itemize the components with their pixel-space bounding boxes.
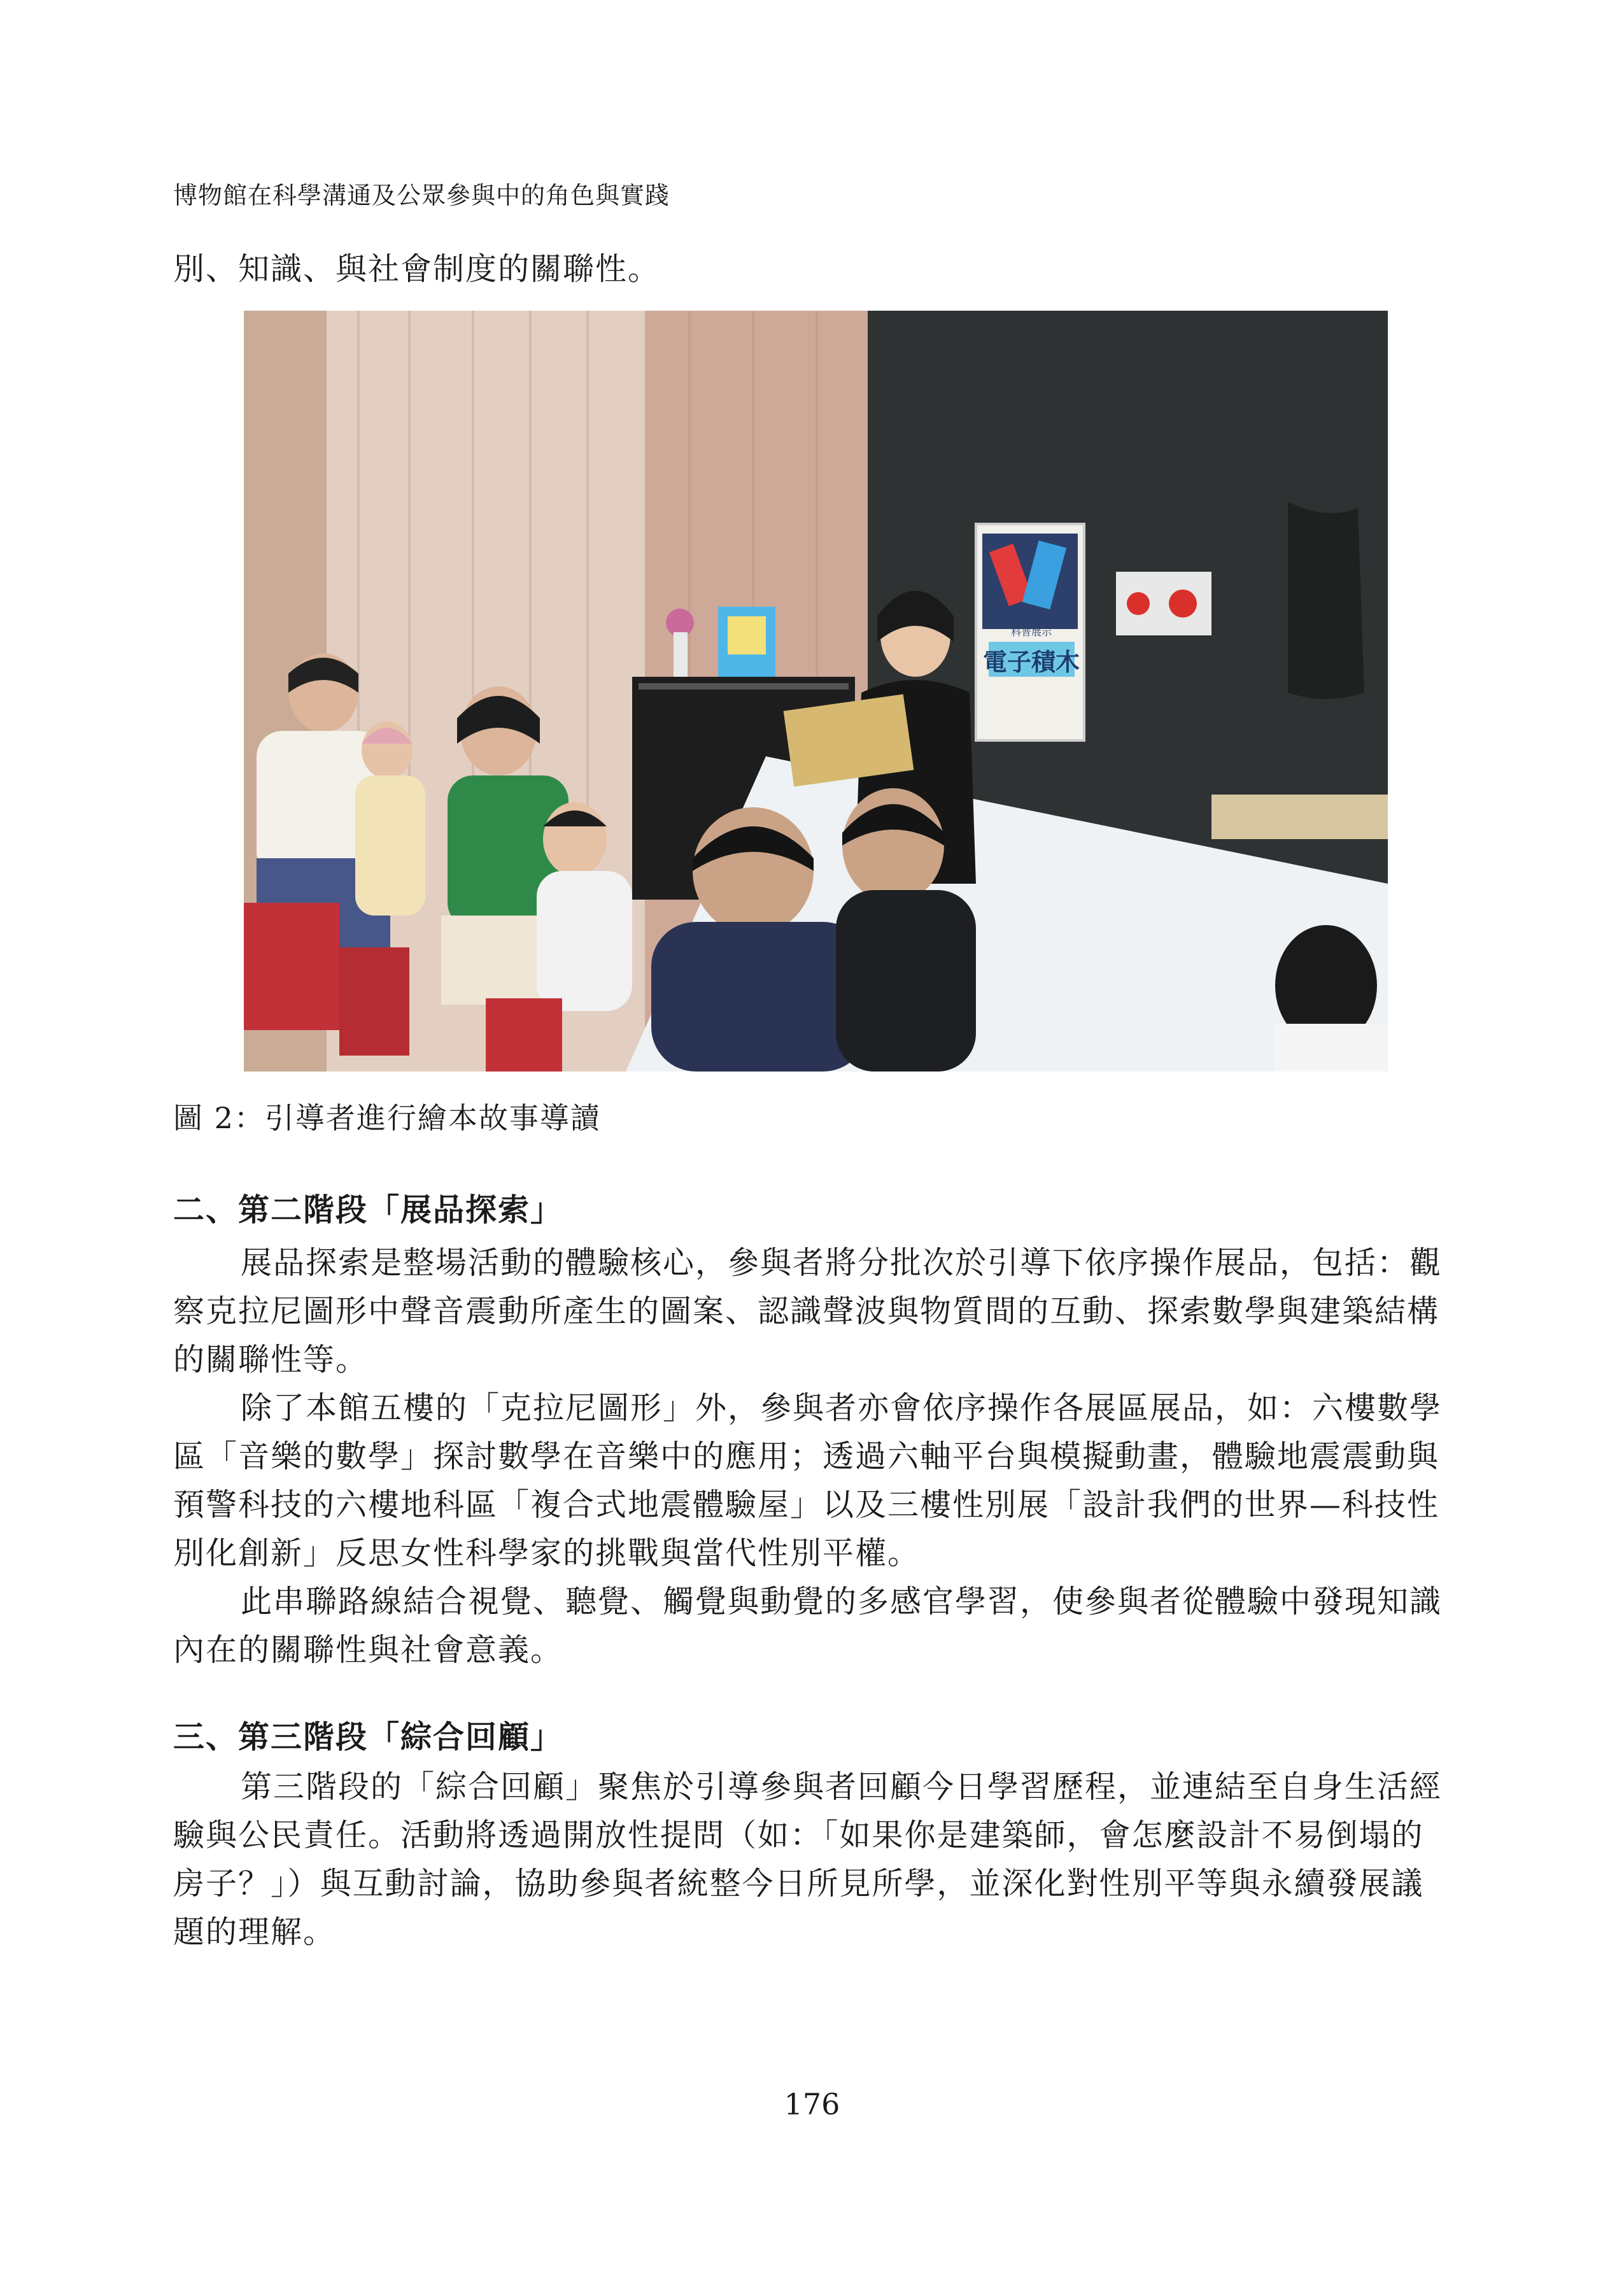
section2-para2-line2: 區「音樂的數學」探討數學在音樂中的應用；透過六軸平台與模擬動畫，體驗地震震動與 [173,1438,1440,1475]
exhibit-poster [976,524,1084,740]
intro-line: 別、知識、與社會制度的關聯性。 [173,251,661,287]
running-header: 博物館在科學溝通及公眾參與中的角色與實踐 [173,181,670,209]
figure-photo [244,311,1388,1072]
section2-para2-line4: 別化創新」反思女性科學家的挑戰與當代性別平權。 [173,1535,921,1571]
section2-heading: 二、第二階段「展品探索」 [173,1191,563,1228]
button-panel [1116,572,1211,635]
section3-para1-line3: 房子？」）與互動討論，協助參與者統整今日所見所學，並深化對性別平等與永續發展議 [173,1865,1424,1902]
section2-para1-line1: 展品探索是整場活動的體驗核心，參與者將分批次於引導下依序操作展品，包括：觀 [241,1245,1443,1281]
section3-para1-line1: 第三階段的「綜合回顧」聚焦於引導參與者回顧今日學習歷程，並連結至自身生活經 [241,1769,1443,1805]
section2-para1-line2: 察克拉尼圖形中聲音震動所產生的圖案、認識聲波與物質間的互動、探索數學與建築結構 [173,1293,1440,1329]
section2-para2-line1: 除了本館五樓的「克拉尼圖形」外，參與者亦會依序操作各展區展品，如：六樓數學 [241,1390,1443,1426]
section3-para1-line4: 題的理解。 [173,1914,336,1950]
section3-heading: 三、第三階段「綜合回顧」 [173,1718,563,1755]
section2-para1-line3: 的關聯性等。 [173,1341,369,1378]
section2-para3-line2: 內在的關聯性與社會意義。 [173,1632,563,1668]
poster-small-label: 科普展示 [1010,626,1052,638]
section2-para2-line3: 預警科技的六樓地科區「複合式地震體驗屋」以及三樓性別展「設計我們的世界—科技性 [173,1487,1440,1523]
section3-para1-line2: 驗與公民責任。活動將透過開放性提問（如：「如果你是建築師，會怎麼設計不易倒塌的 [173,1817,1424,1853]
poster-title: 電子積木 [982,648,1080,676]
section2-para3-line1: 此串聯路線結合視覺、聽覺、觸覺與動覺的多感官學習，使參與者從體驗中發現知識 [241,1583,1443,1620]
page-number: 176 [784,2087,840,2121]
figure-caption: 圖 2：引導者進行繪本故事導讀 [173,1101,601,1135]
